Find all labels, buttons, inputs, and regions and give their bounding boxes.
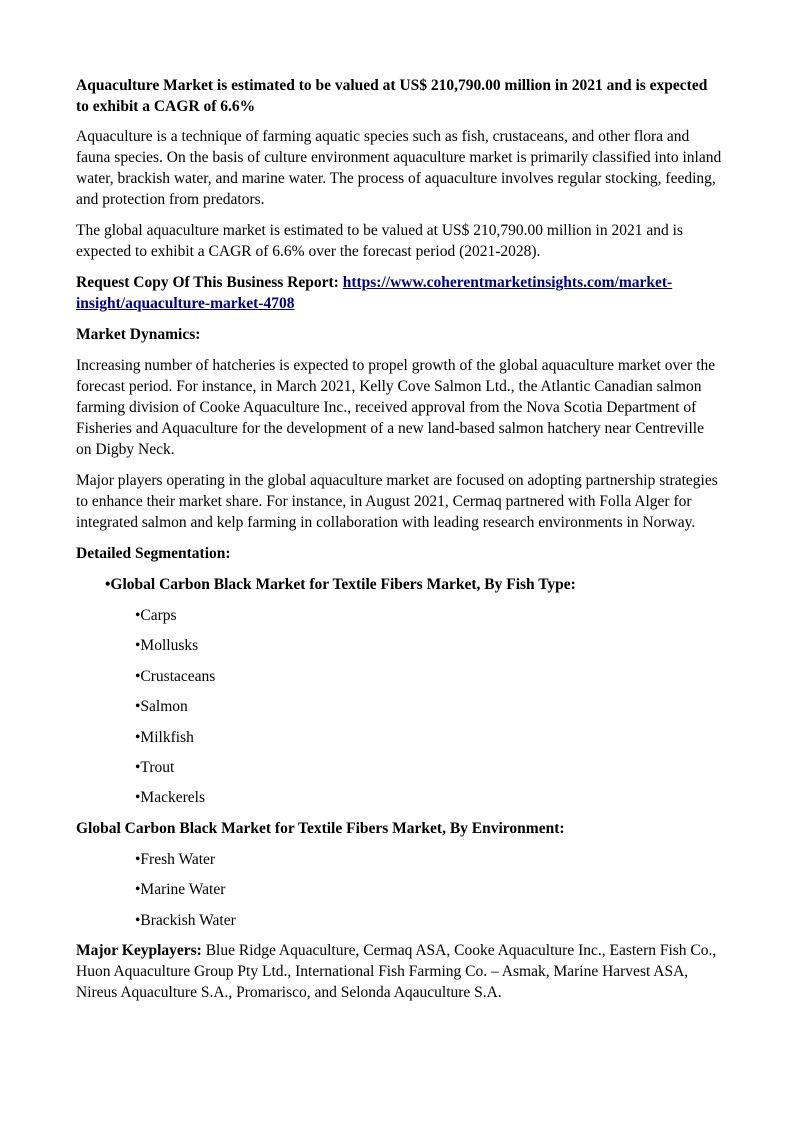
list-item: •Crustaceans bbox=[135, 667, 216, 685]
report-link[interactable]: https://www.coherentmarketinsights.com/market-insight/aquaculture-market-4708 bbox=[76, 274, 673, 312]
market-dynamics-heading: Market Dynamics: bbox=[76, 326, 201, 343]
environment-heading: Global Carbon Black Market for Textile Fibers Market, By Environment: bbox=[76, 819, 565, 837]
report-request bbox=[76, 272, 722, 314]
market-dynamics-paragraph-2: Major players operating in the global aquaculture market are focused on adopting partnership strategies to enhance their market share. For instance, in August 2021, Cermaq partnered with Folla Alger for integrated salmon and kelp farming in collaboration with leading research environments in Norway. bbox=[76, 472, 718, 531]
keyplayers-label: Major Keyplayers: bbox=[76, 941, 202, 959]
list-item: •Fresh Water bbox=[135, 850, 216, 868]
market-dynamics-paragraph-1: Increasing number of hatcheries is expected to propel growth of the global aquaculture market over the forecast period. For instance, in March 2021, Kelly Cove Salmon Ltd., the Atlantic Canadian salmon farming division of Cooke Aquaculture Inc., received approval from the Nova Scotia Department of Fisheries and Aquaculture for the development of a new land-based salmon hatchery near Centreville on Digby Neck. bbox=[76, 357, 716, 458]
list-item: •Trout bbox=[135, 758, 175, 776]
list-item: •Mollusks bbox=[135, 637, 199, 655]
list-item: •Carps bbox=[135, 607, 177, 624]
list-item: •Marine Water bbox=[135, 881, 226, 899]
fish-type-list bbox=[76, 605, 722, 808]
keyplayers-paragraph bbox=[76, 940, 722, 1003]
segmentation-heading: Detailed Segmentation: bbox=[76, 545, 231, 562]
keyplayers-text: Blue Ridge Aquaculture, Cermaq ASA, Cooke Aquaculture Inc., Eastern Fish Co., Huon Aquaculture Group Pty Ltd., International Fish Farming Co. – Asmak, Marine Harvest ASA, Nireus Aquaculture S.A., Promarisco, and Selonda Aqauculture S.A. bbox=[76, 941, 717, 1001]
fish-type-heading: •Global Carbon Black Market for Textile Fibers Market, By Fish Type: bbox=[105, 576, 576, 593]
document-title: Aquaculture Market is estimated to be valued at US$ 210,790.00 million in 2021 and is expected to exhibit a CAGR of 6.6% bbox=[76, 77, 708, 115]
estimate-paragraph: The global aquaculture market is estimated to be valued at US$ 210,790.00 million in 2021 and is expected to exhibit a CAGR of 6.6% over the forecast period (2021-2028). bbox=[76, 222, 683, 260]
list-item: •Salmon bbox=[135, 698, 188, 716]
intro-paragraph: Aquaculture is a technique of farming aquatic species such as fish, crustaceans, and other flora and fauna species. On the basis of culture environment aquaculture market is primarily classified into inland water, brackish water, and marine water. The process of aquaculture involves regular stocking, feeding, and protection from predators. bbox=[76, 128, 722, 208]
list-item: •Brackish Water bbox=[135, 911, 236, 929]
list-item: •Mackerels bbox=[135, 789, 205, 807]
report-request-label: Request Copy Of This Business Report: bbox=[76, 274, 339, 291]
list-item: •Milkfish bbox=[135, 728, 194, 746]
document-page bbox=[76, 75, 722, 1013]
environment-list bbox=[76, 849, 722, 931]
